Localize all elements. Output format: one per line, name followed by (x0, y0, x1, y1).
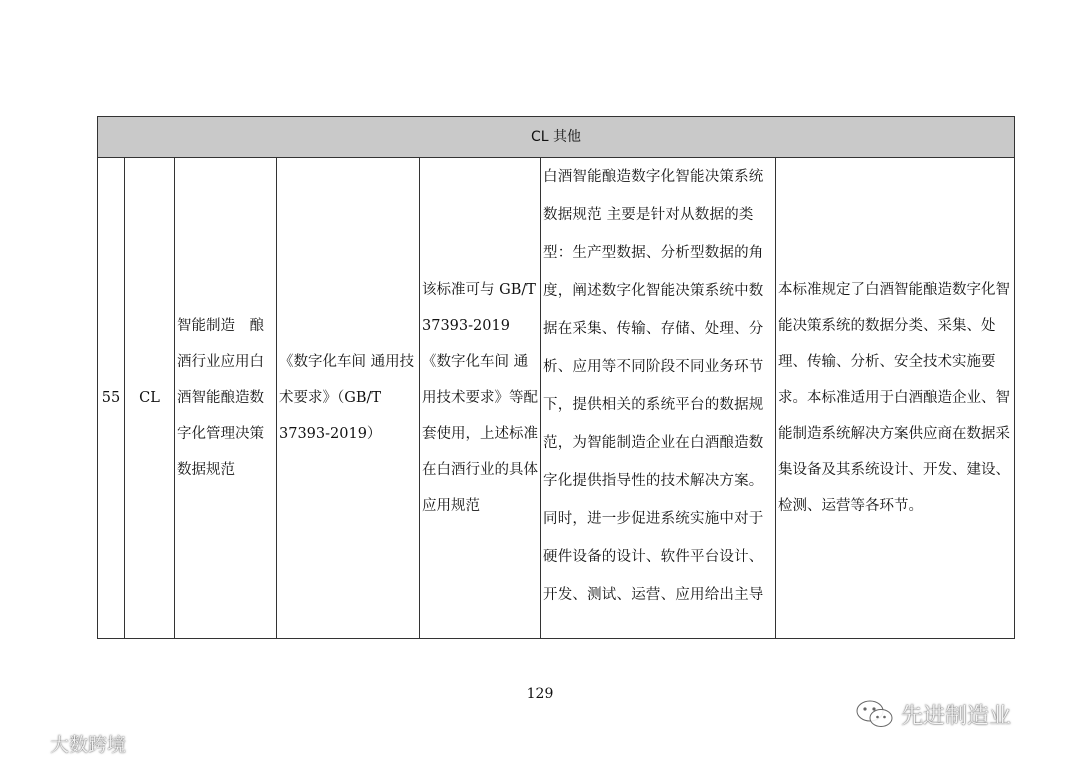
row-number: 55 (98, 158, 125, 639)
scope-cell (776, 158, 1015, 639)
relation-cell (420, 158, 541, 639)
watermark-right (855, 698, 1011, 730)
reference-cell (277, 158, 420, 639)
standard-name-cell (175, 158, 277, 639)
watermark-left (10, 730, 126, 757)
relation-text: 该标准可与 GB/T 37393-2019《数字化车间 通用技术要求》等配套使用，上述标准在白酒行业的具体应用规范 (422, 282, 538, 514)
page-number: 129 (526, 686, 554, 702)
reference-standard: 《数字化车间 通用技术要求》（GB/T 37393-2019） (279, 354, 415, 442)
description-text: 白酒智能酿造数字化智能决策系统数据规范 主要是针对从数据的类型：生产型数据、分析型数据的角度，阐述数字化智能决策系统中数据在采集、传输、存储、处理、分析、应用等不同阶段不同业务环节下，提供相关的系统平台的数据规范，为智能制造企业在白酒酿造数字化提供指导性的技术解决方案。同时，进一步促进系统实施中对于硬件设备的设计、软件平台设计、开发、测试、运营、应用给出主导 (543, 169, 764, 603)
row-code: CL (125, 158, 175, 639)
wechat-icon (855, 698, 895, 730)
brand-logo-icon (10, 734, 46, 754)
standards-table (97, 116, 1015, 639)
section-header-row (98, 117, 1015, 158)
scope-text: 本标准规定了白酒智能酿造数字化智能决策系统的数据分类、采集、处理、传输、分析、安全技术实施要求。本标准适用于白酒酿造企业、智能制造系统解决方案供应商在数据采集设备及其系统设计、开发、建设、检测、运营等各环节。 (778, 282, 1010, 514)
standard-name: 智能制造 酿酒行业应用白酒智能酿造数字化管理决策数据规范 (177, 318, 264, 478)
description-cell (541, 158, 776, 639)
watermark-left-text: 大数跨境 (50, 734, 127, 756)
table-row (98, 158, 1015, 639)
section-title: CL 其他 (98, 117, 1015, 158)
watermark-right-text: 先进制造业 (901, 703, 1012, 729)
